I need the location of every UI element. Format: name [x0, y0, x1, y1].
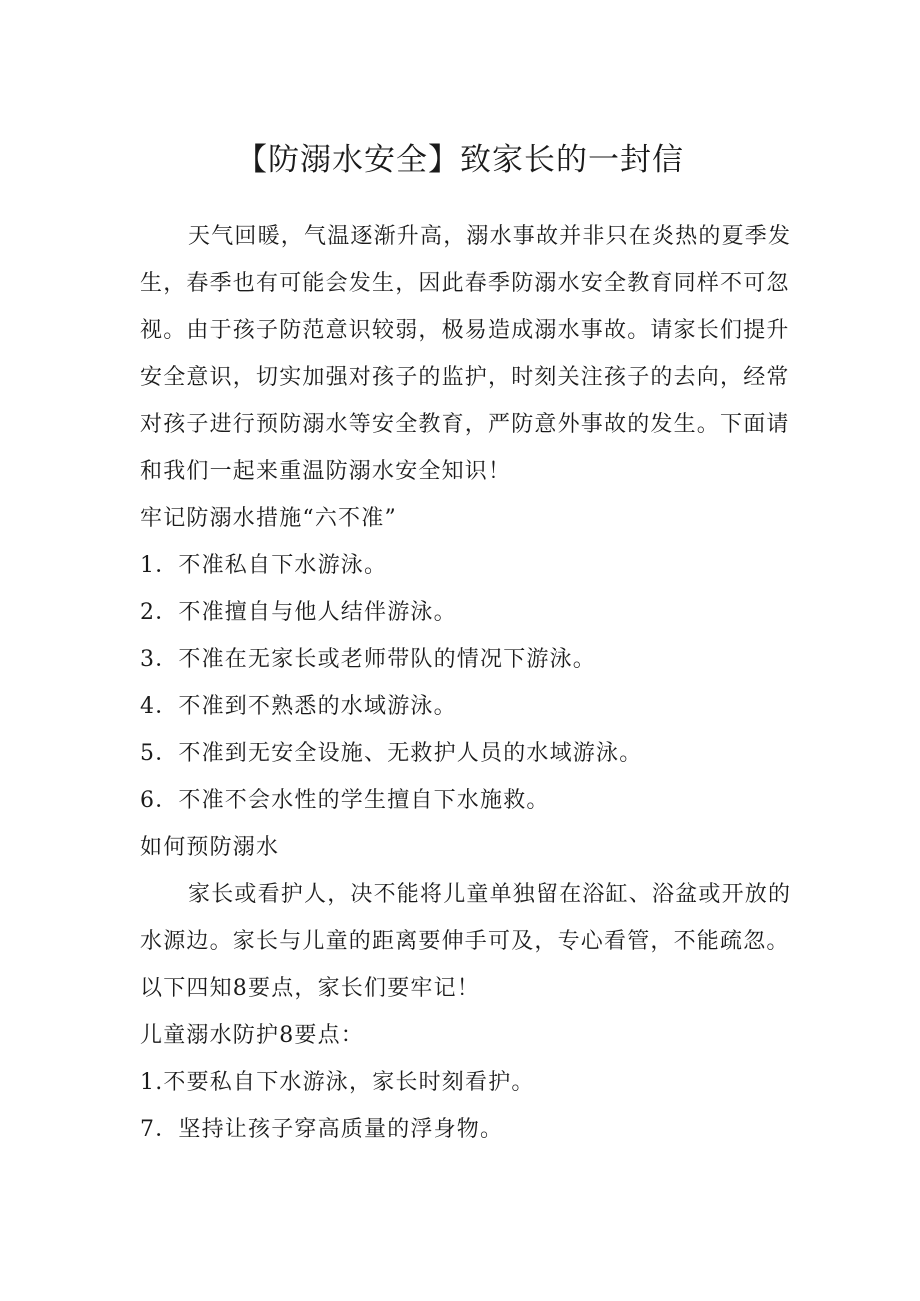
prevention-heading: 如何预防溺水 [140, 835, 280, 860]
intro-paragraph: 天气回暖，气温逐渐升高，溺水事故并非只在炎热的夏季发生，春季也有可能会发生，因此春季防溺水安全教育同样不可忽视。由于孩子防范意识较弱，极易造成溺水事故。请家长们提升安全意识，切实加强对孩子的监护，时刻关注孩子的去向，经常对孩子进行预防溺水等安全教育，严防意外事故的发生。下面请和我们一起来重温防溺水安全知识！ [140, 224, 792, 484]
eight-points-item-7: 7．坚持让孩子穿高质量的浮身物。 [140, 1117, 504, 1142]
eight-points-heading: 儿童溺水防护8要点： [140, 1023, 364, 1048]
six-rules-item-3: 3．不准在无家长或老师带队的情况下游泳。 [140, 647, 596, 672]
document-title: 【防溺水安全】致家长的一封信 [236, 142, 684, 178]
six-rules-heading: 牢记防溺水措施“六不准” [140, 506, 397, 531]
six-rules-item-1: 1．不准私自下水游泳。 [140, 553, 388, 578]
six-rules-item-5: 5．不准到无安全设施、无救护人员的水域游泳。 [140, 741, 643, 766]
document-body [140, 213, 810, 1153]
six-rules-item-4: 4．不准到不熟悉的水域游泳。 [140, 694, 457, 719]
six-rules-item-6: 6．不准不会水性的学生擅自下水施救。 [140, 788, 550, 813]
eight-points-item-1: 1.不要私自下水游泳，家长时刻看护。 [140, 1070, 535, 1095]
six-rules-item-2: 2．不准擅自与他人结伴游泳。 [140, 600, 457, 625]
prevention-paragraph: 家长或看护人，决不能将儿童单独留在浴缸、浴盆或开放的水源边。家长与儿童的距离要伸手可及，专心看管，不能疏忽。以下四知8要点，家长们要牢记！ [140, 882, 792, 1001]
